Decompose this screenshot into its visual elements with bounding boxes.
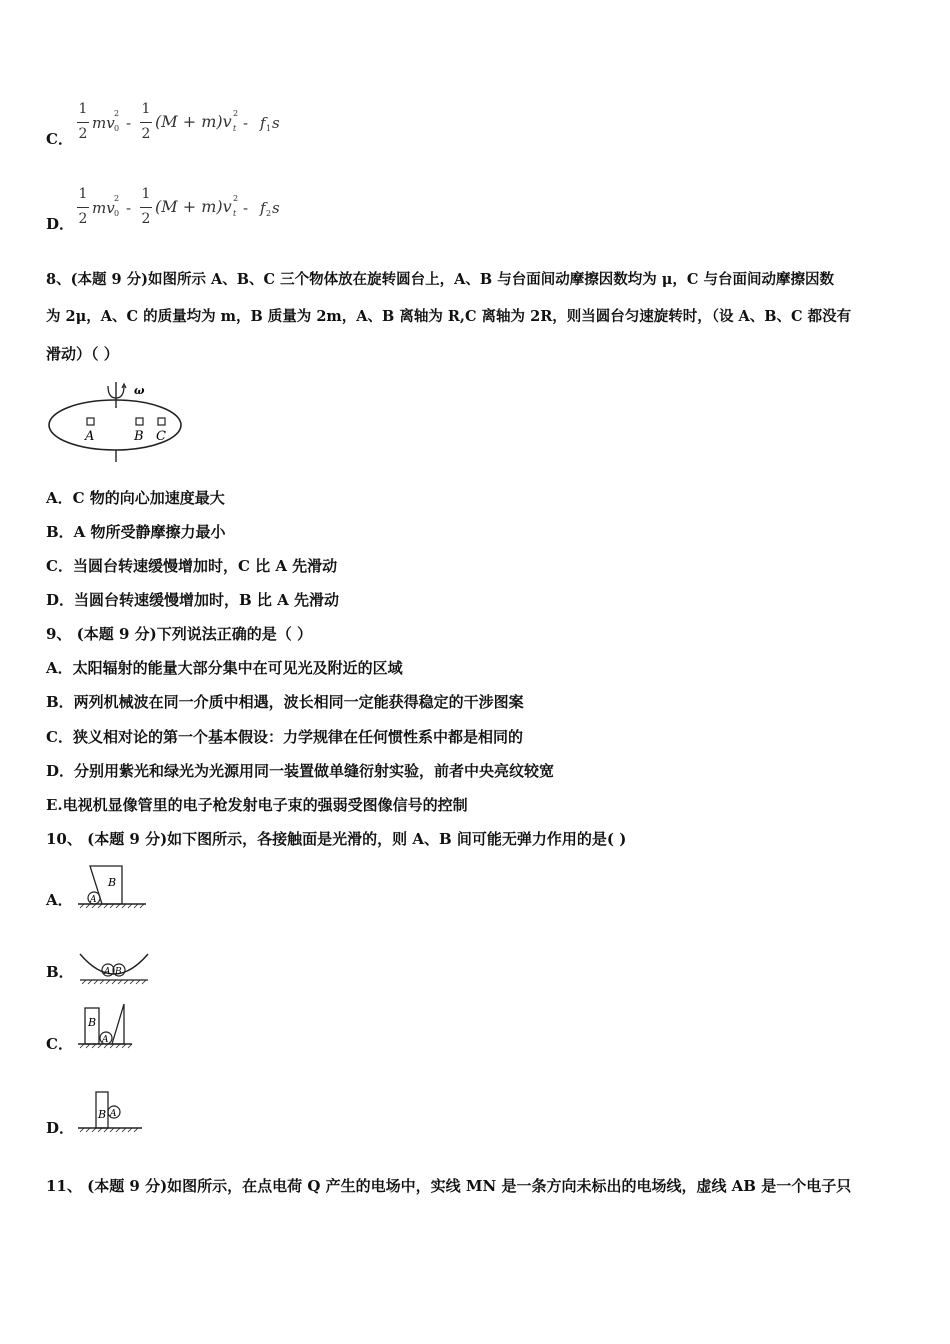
- q10-stem: 10、 (本题 9 分)如下图所示，各接触面是光滑的，则 A、B 间可能无弹力作用的是( ): [46, 830, 627, 848]
- q10-figure-d: [76, 1082, 146, 1136]
- frac-numerator: 1: [78, 101, 88, 117]
- q10-option-b-label: B．: [46, 963, 74, 981]
- q10-figure-b: [76, 950, 152, 986]
- label-a: A: [85, 429, 95, 444]
- rotating-platform-figure: [46, 378, 186, 466]
- term-mass: (M + m)v: [155, 197, 232, 216]
- q8-option-d: D．当圆台转速缓慢增加时，B 比 A 先滑动: [46, 591, 339, 609]
- q9-option-d: D．分别用紫光和绿光为光源用同一装置做单缝衍射实验，前者中央亮纹较宽: [46, 762, 555, 780]
- option-d-label: D．: [46, 215, 75, 233]
- superscript: 2: [233, 194, 239, 203]
- label-a: A: [110, 1109, 117, 1119]
- label-b: B: [88, 1016, 97, 1029]
- term-mv: mv: [92, 114, 115, 132]
- minus-sign: -: [126, 114, 132, 132]
- q8-option-a: A．C 物的向心加速度最大: [46, 489, 225, 507]
- label-b: B: [134, 429, 144, 444]
- block-b: [136, 418, 143, 425]
- term-mv: mv: [92, 199, 115, 217]
- subscript: 2: [266, 209, 272, 218]
- label-b: B: [98, 1108, 107, 1121]
- label-c: C: [156, 429, 166, 444]
- label-a: A: [104, 967, 111, 977]
- minus-sign: -: [126, 199, 132, 217]
- label-a: A: [102, 1035, 109, 1045]
- superscript: 2: [114, 109, 120, 118]
- frac-numerator: 1: [141, 101, 151, 117]
- q10-option-a-label: A．: [46, 891, 73, 909]
- block-a: [87, 418, 94, 425]
- superscript: 2: [233, 109, 239, 118]
- term-f: f: [260, 114, 266, 132]
- frac-denominator: 2: [141, 126, 151, 142]
- frac-bar: [77, 207, 89, 208]
- frac-denominator: 2: [78, 211, 88, 227]
- block-c: [158, 418, 165, 425]
- subscript: 1: [266, 124, 272, 133]
- q8-option-b: B．A 物所受静摩擦力最小: [46, 523, 226, 541]
- subscript: 0: [114, 209, 120, 218]
- q8-option-c: C．当圆台转速缓慢增加时，C 比 A 先滑动: [46, 557, 338, 575]
- q8-stem-line-3: 滑动）（ ）: [46, 345, 119, 363]
- q9-option-e: E.电视机显像管里的电子枪发射电子束的强弱受图像信号的控制: [46, 796, 468, 814]
- term-s: s: [272, 114, 280, 132]
- frac-denominator: 2: [141, 211, 151, 227]
- subscript: t: [233, 124, 237, 133]
- q10-option-c-label: C．: [46, 1035, 73, 1053]
- subscript: 0: [114, 124, 120, 133]
- option-c-label: C．: [46, 130, 73, 148]
- label-b: B: [115, 967, 122, 977]
- q8-stem-line-1: 8、(本题 9 分)如图所示 A、B、C 三个物体放在旋转圆台上，A、B 与台面间动摩擦因数均为 μ，C 与台面间动摩擦因数: [46, 271, 834, 288]
- frac-bar: [140, 122, 152, 123]
- label-a: A: [90, 895, 97, 905]
- frac-numerator: 1: [141, 186, 151, 202]
- q9-option-c: C．狭义相对论的第一个基本假设：力学规律在任何惯性系中都是相同的: [46, 728, 523, 746]
- q10-figure-c: [76, 1000, 136, 1054]
- minus-sign: -: [243, 199, 249, 217]
- frac-numerator: 1: [78, 186, 88, 202]
- frac-denominator: 2: [78, 126, 88, 142]
- subscript: t: [233, 209, 237, 218]
- q10-figure-a: [76, 860, 152, 912]
- superscript: 2: [114, 194, 120, 203]
- q11-stem: 11、 (本题 9 分)如图所示，在点电荷 Q 产生的电场中，实线 MN 是一条方向未标出的电场线，虚线 AB 是一个电子只: [46, 1177, 852, 1195]
- term-s: s: [272, 199, 280, 217]
- frac-bar: [140, 207, 152, 208]
- term-mass: (M + m)v: [155, 112, 232, 131]
- omega-label: ω: [134, 384, 145, 397]
- q9-stem: 9、 (本题 9 分)下列说法正确的是（ ）: [46, 625, 312, 643]
- q9-option-a: A．太阳辐射的能量大部分集中在可见光及附近的区域: [46, 659, 403, 677]
- label-b: B: [108, 876, 117, 889]
- wedge-shape: [112, 1004, 124, 1044]
- q8-stem-line-2: 为 2μ，A、C 的质量均为 m，B 质量为 2m，A、B 离轴为 R,C 离轴为 2R，则当圆台匀速旋转时，（设 A、B、C 都没有: [46, 308, 852, 325]
- q10-option-d-label: D．: [46, 1119, 75, 1137]
- frac-bar: [77, 122, 89, 123]
- term-f: f: [260, 199, 266, 217]
- minus-sign: -: [243, 114, 249, 132]
- q9-option-b: B．两列机械波在同一介质中相遇，波长相同一定能获得稳定的干涉图案: [46, 693, 524, 711]
